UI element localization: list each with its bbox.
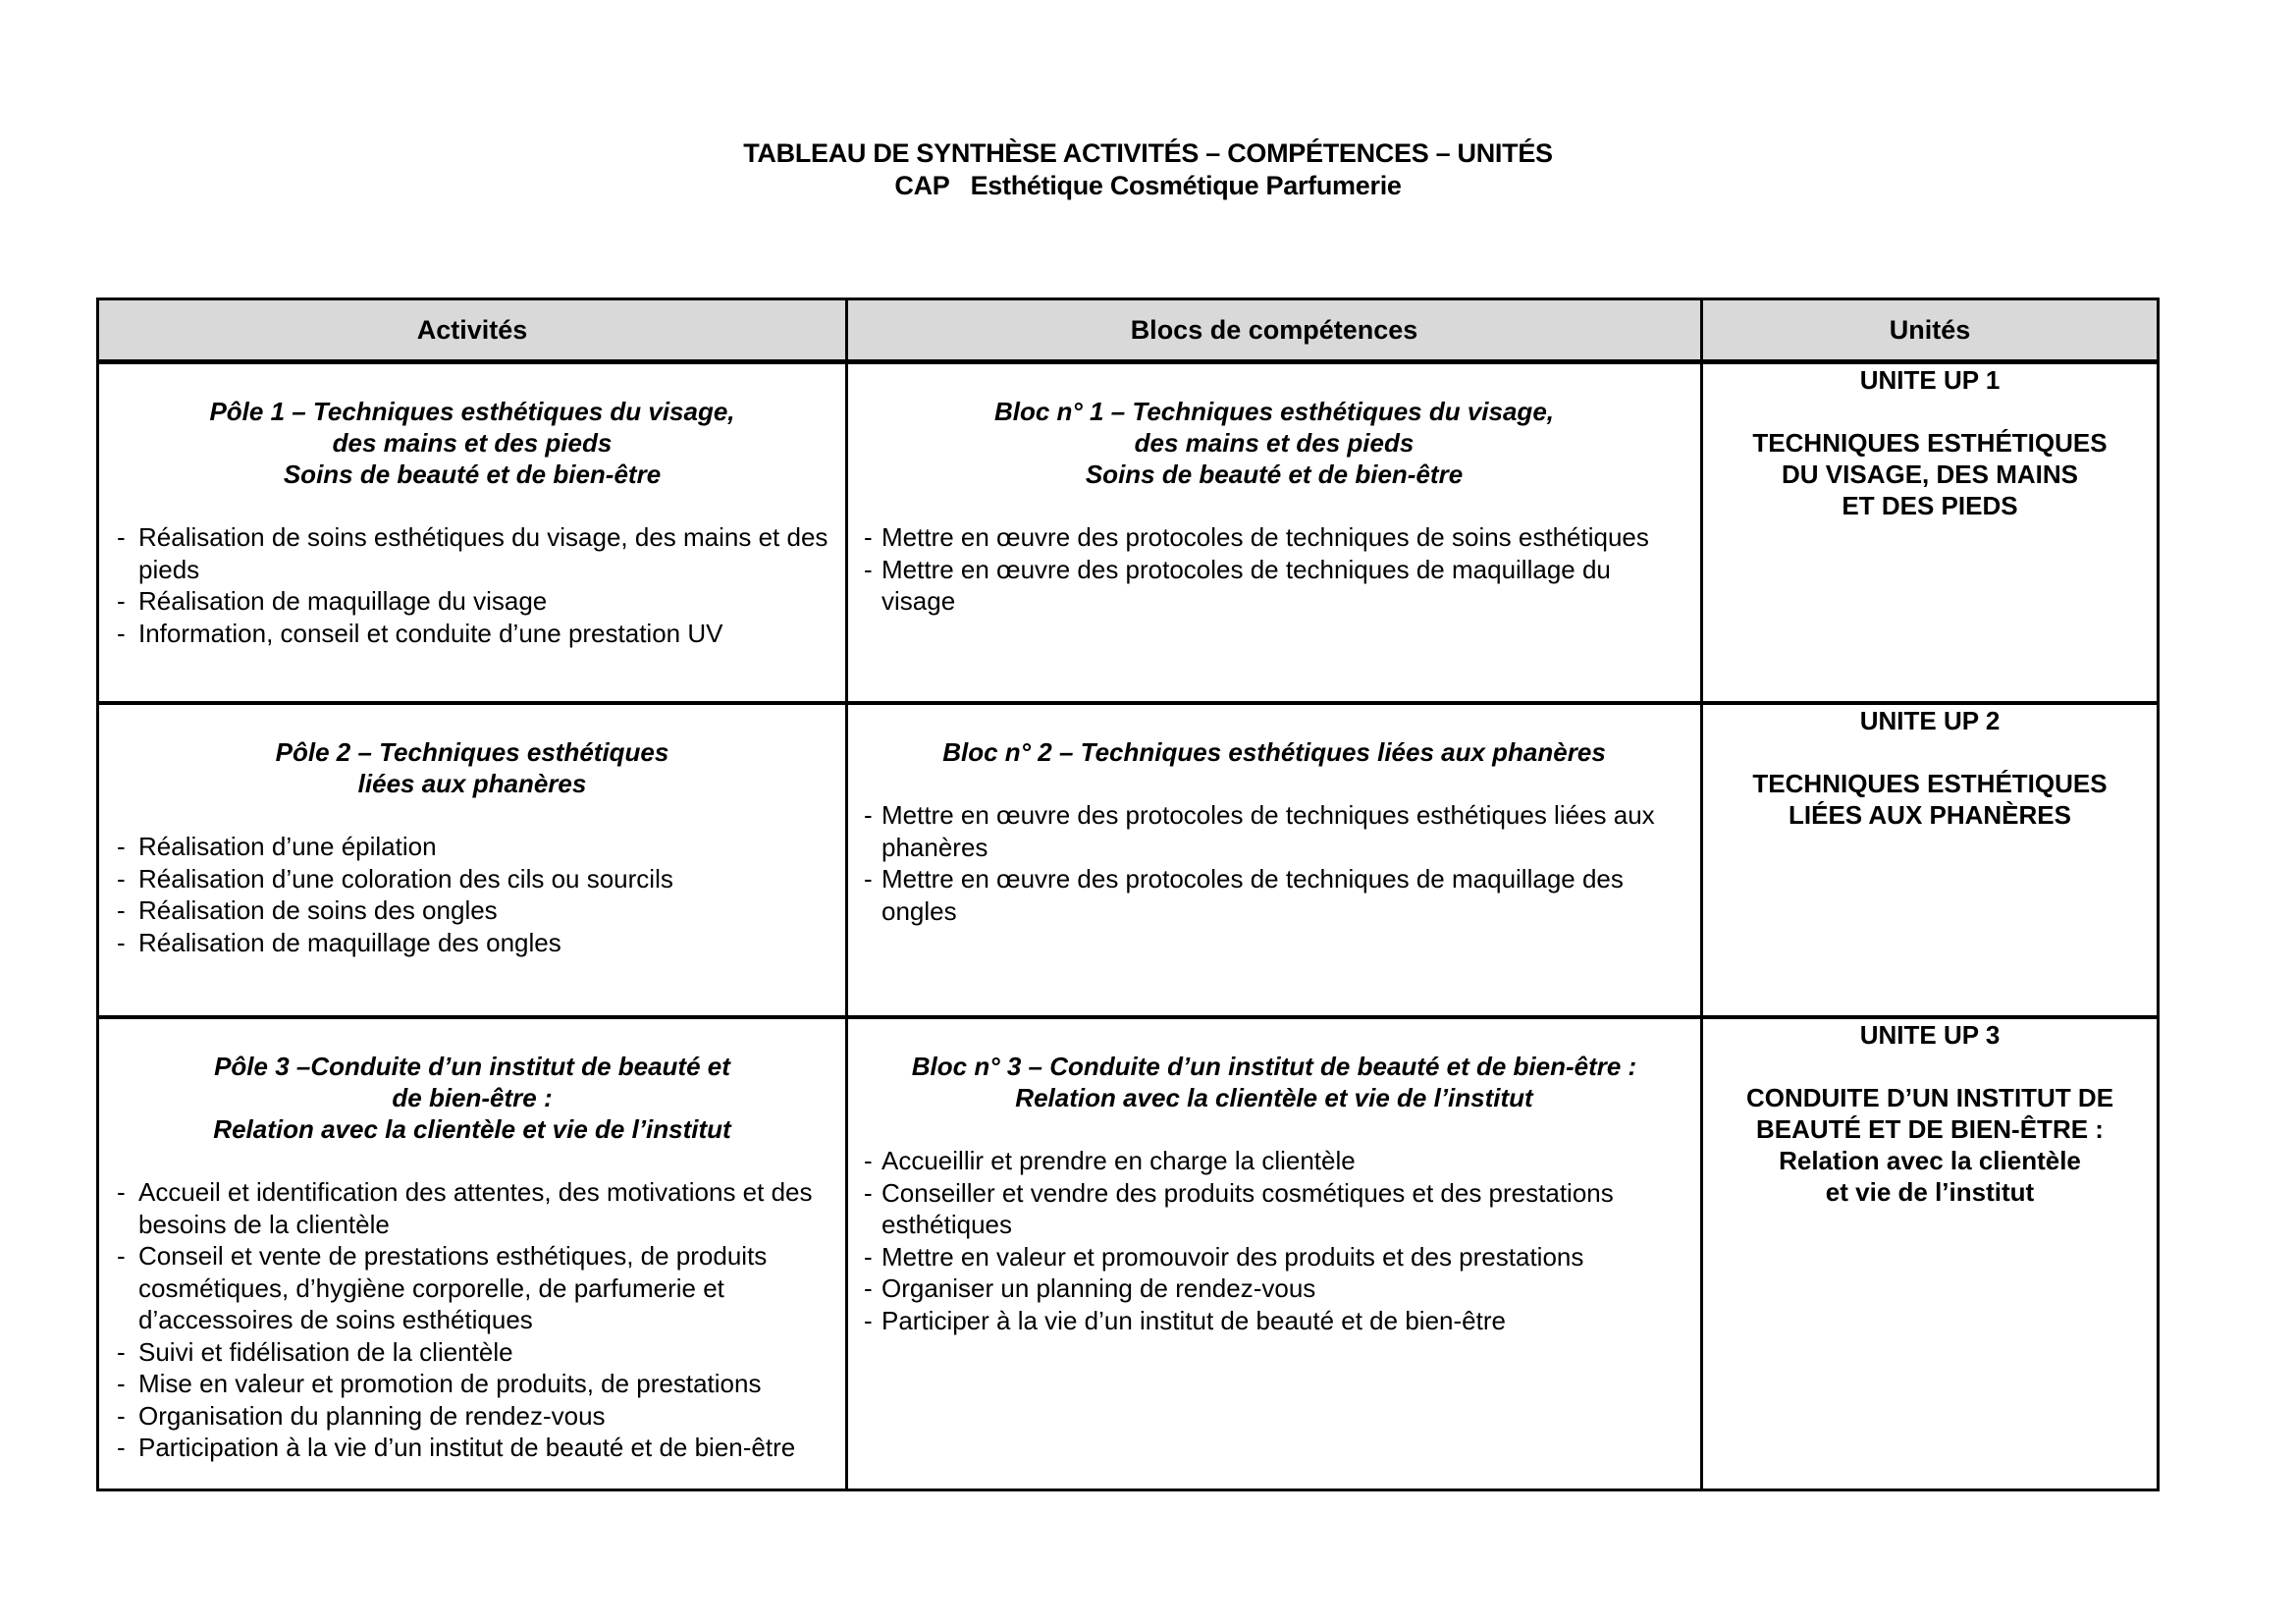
activity-cell	[98, 1017, 847, 1490]
competence-cell	[847, 1017, 1702, 1490]
text-line: Bloc n° 3 – Conduite d’un institut de beauté et de bien-être :	[911, 1052, 1637, 1081]
text-line: DU VISAGE, DES MAINS	[1782, 460, 2078, 489]
text-line: LIÉES AUX PHANÈRES	[1789, 800, 2071, 830]
unit-cell	[1702, 703, 2159, 1017]
list-item: - Mise en valeur et promotion de produits, de prestations	[111, 1368, 833, 1400]
unit-code: UNITE UP 2	[1859, 706, 2001, 735]
list-item: - Participation à la vie d’un institut de beauté et de bien-être	[111, 1432, 833, 1464]
text-line: Soins de beauté et de bien-être	[1085, 460, 1464, 489]
competence-cell	[847, 703, 1702, 1017]
list-item: - Réalisation de soins des ongles	[111, 894, 833, 927]
list-item: - Réalisation de soins esthétiques du visage, des mains et des pieds	[111, 521, 833, 585]
list-item: - Participer à la vie d’un institut de beauté et de bien-être	[860, 1305, 1688, 1337]
unit-name	[1752, 768, 2107, 831]
competence-list	[860, 799, 1688, 927]
unit-cell	[1702, 362, 2159, 704]
list-item: - Réalisation d’une épilation	[111, 831, 833, 863]
list-item: - Suivi et fidélisation de la clientèle	[111, 1336, 833, 1369]
list-item: - Accueil et identification des attentes, des motivations et des besoins de la clientèle	[111, 1176, 833, 1240]
text-line: des mains et des pieds	[1134, 428, 1415, 458]
unit-code: UNITE UP 3	[1859, 1020, 2001, 1050]
text-line: TECHNIQUES ESTHÉTIQUES	[1752, 769, 2108, 798]
bloc-title	[860, 1051, 1688, 1113]
table-row-1	[98, 362, 2159, 704]
list-item: - Réalisation de maquillage du visage	[111, 585, 833, 618]
list-item: - Accueillir et prendre en charge la clientèle	[860, 1145, 1688, 1177]
text-line: BEAUTÉ ET DE BIEN-ÊTRE :	[1756, 1114, 2104, 1144]
list-item: - Mettre en valeur et promouvoir des produits et des prestations	[860, 1241, 1688, 1273]
text-line: ET DES PIEDS	[1842, 491, 2018, 520]
header-blocs-competences: Blocs de compétences	[847, 299, 1702, 362]
competence-list	[860, 1145, 1688, 1336]
text-line: Pôle 1 – Techniques esthétiques du visage,	[209, 397, 735, 426]
list-item: - Conseil et vente de prestations esthétiques, de produits cosmétiques, d’hygiène corporelle, de parfumerie et d’accessoires de soins esthétiques	[111, 1240, 833, 1336]
header-unites: Unités	[1702, 299, 2159, 362]
text-line: de bien-être :	[392, 1083, 553, 1112]
competence-cell	[847, 362, 1702, 704]
text-line: Bloc n° 1 – Techniques esthétiques du visage,	[993, 397, 1555, 426]
table-row-3	[98, 1017, 2159, 1490]
list-item: - Mettre en œuvre des protocoles de techniques de maquillage du visage	[860, 554, 1688, 618]
pole-title	[111, 736, 833, 799]
unit-code: UNITE UP 1	[1859, 365, 2001, 395]
text-line: Relation avec la clientèle	[1779, 1146, 2081, 1175]
activity-list	[111, 831, 833, 958]
table-header-row	[98, 299, 2159, 362]
document-title	[0, 137, 2296, 202]
header-activites: Activités	[98, 299, 847, 362]
unit-cell	[1702, 1017, 2159, 1490]
list-item: - Réalisation d’une coloration des cils ou sourcils	[111, 863, 833, 895]
list-item: - Organiser un planning de rendez-vous	[860, 1272, 1688, 1305]
text-line: Pôle 2 – Techniques esthétiques	[275, 737, 669, 767]
unit-name	[1746, 1082, 2113, 1208]
bloc-title	[860, 736, 1688, 768]
text-line: Bloc n° 2 – Techniques esthétiques liées aux phanères	[942, 737, 1606, 767]
activity-list	[111, 521, 833, 649]
text-line: Relation avec la clientèle et vie de l’institut	[1015, 1083, 1533, 1112]
text-line: des mains et des pieds	[332, 428, 613, 458]
list-item: - Mettre en œuvre des protocoles de techniques de maquillage des ongles	[860, 863, 1688, 927]
list-item: - Organisation du planning de rendez-vous	[111, 1400, 833, 1433]
title-line-2: CAP Esthétique Cosmétique Parfumerie	[894, 171, 1402, 200]
table-row-2	[98, 703, 2159, 1017]
text-line: TECHNIQUES ESTHÉTIQUES	[1752, 428, 2108, 458]
list-item: - Conseiller et vendre des produits cosmétiques et des prestations esthétiques	[860, 1177, 1688, 1241]
list-item: - Mettre en œuvre des protocoles de techniques de soins esthétiques	[860, 521, 1688, 554]
unit-name	[1752, 427, 2107, 521]
list-item: - Information, conseil et conduite d’une prestation UV	[111, 618, 833, 650]
pole-title	[111, 396, 833, 490]
text-line: Relation avec la clientèle et vie de l’institut	[213, 1114, 731, 1144]
activity-list	[111, 1176, 833, 1464]
activity-cell	[98, 362, 847, 704]
text-line: liées aux phanères	[357, 769, 587, 798]
synthesis-table	[96, 298, 2160, 1491]
list-item: - Réalisation de maquillage des ongles	[111, 927, 833, 959]
text-line: Soins de beauté et de bien-être	[283, 460, 662, 489]
text-line: CONDUITE D’UN INSTITUT DE	[1745, 1083, 2114, 1112]
title-line-1: TABLEAU DE SYNTHÈSE ACTIVITÉS – COMPÉTENCES – UNITÉS	[743, 138, 1553, 168]
text-line: et vie de l’institut	[1825, 1177, 2035, 1207]
activity-cell	[98, 703, 847, 1017]
list-item: - Mettre en œuvre des protocoles de techniques esthétiques liées aux phanères	[860, 799, 1688, 863]
pole-title	[111, 1051, 833, 1145]
bloc-title	[860, 396, 1688, 490]
text-line: Pôle 3 –Conduite d’un institut de beauté et	[214, 1052, 730, 1081]
competence-list	[860, 521, 1688, 618]
